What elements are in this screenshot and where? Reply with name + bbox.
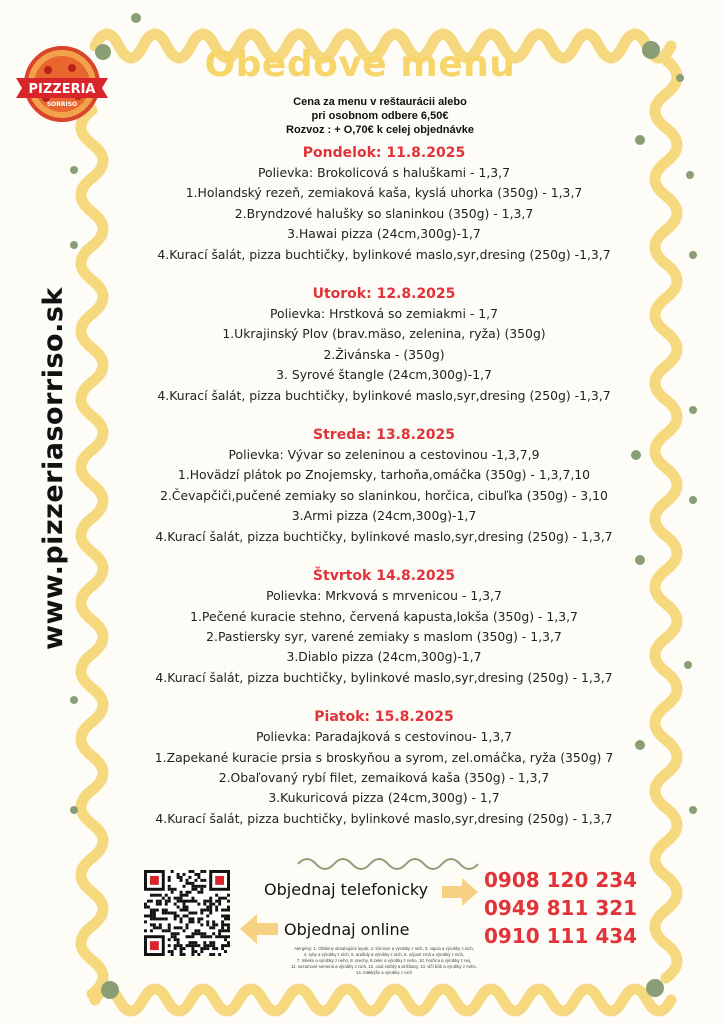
price-line: Cena za menu v reštaurácii alebo bbox=[293, 96, 467, 108]
meal-line: 4.Kurací šalát, pizza buchtičky, bylinkové maslo,syr,dresing (250g) - 1,3,7 bbox=[155, 669, 613, 685]
day-heading: Piatok: 15.8.2025 bbox=[314, 709, 454, 726]
meal-line: 4.Kurací šalát, pizza buchtičky, bylinkové maslo,syr,dresing (250g) -1,3,7 bbox=[157, 246, 611, 262]
day-heading: Utorok: 12.8.2025 bbox=[312, 286, 456, 303]
meal-line: 3.Kukuricová pizza (24cm,300g) - 1,7 bbox=[268, 790, 500, 806]
pizzeria-logo bbox=[14, 40, 110, 126]
qr-code[interactable] bbox=[144, 870, 230, 956]
soup-line: Polievka: Vývar so zeleninou a cestovinou -1,3,7,9 bbox=[228, 447, 540, 463]
day-heading: Pondelok: 11.8.2025 bbox=[302, 145, 466, 161]
meal-line: 1.Holandský rezeň, zemiaková kaša, kyslá uhorka (350g) - 1,3,7 bbox=[185, 185, 583, 201]
allergen-line: 7. mlieko a výrobky z neho, 8. orechy, 9.zeler a výrobky z neho, 10. horčica a výrobky z nej, bbox=[296, 958, 472, 963]
allergen-info bbox=[268, 946, 500, 976]
meal-line: 2.Živánska - (350g) bbox=[323, 346, 445, 362]
allergen-line: 14. mäkkýše a výrobky z nich bbox=[355, 970, 413, 975]
meal-line: 2.Obaľovaný rybí filet, zemaiková kaša (350g) - 1,3,7 bbox=[218, 769, 550, 785]
soup-line: Polievka: Hrstková so zemiakmi - 1,7 bbox=[270, 306, 498, 322]
order-phone-label: Objednaj telefonicky bbox=[264, 880, 429, 899]
day-monday bbox=[120, 144, 648, 265]
price-line: pri osobnom odbere 6,50€ bbox=[311, 110, 449, 122]
day-heading: Streda: 13.8.2025 bbox=[313, 427, 455, 444]
meal-line: 3.Armi pizza (24cm,300g)-1,7 bbox=[291, 508, 477, 524]
soup-line: Polievka: Brokolicová s haluškami - 1,3,7 bbox=[257, 165, 510, 180]
meal-line: 4.Kurací šalát, pizza buchtičky, bylinkové maslo,syr,dresing (250g) - 1,3,7 bbox=[155, 810, 613, 826]
allergen-line: 4. ryby a výrobky z nich, 5. arašidy a výrobky z nich, 6. sójové zrná a výrobky z nich, bbox=[303, 952, 465, 957]
phone-number[interactable]: 0910 111 434 bbox=[484, 924, 638, 948]
meal-line: 2.Bryndzové halušky so slaninkou (350g) - 1,3,7 bbox=[234, 205, 534, 221]
day-wednesday bbox=[120, 426, 648, 547]
allergen-line: 11. sezamové semená a výrobky z nich, 12. oxid siričitý a siričitany, 13. vlčí bôb a výrobky z neho, bbox=[291, 964, 477, 969]
website-url: www.pizzeriasorriso.sk bbox=[38, 287, 69, 650]
meal-line: 1.Zapekané kuracie prsia s broskyňou a syrom, zel.omáčka, ryža (350g) 7 bbox=[154, 749, 614, 765]
soup-line: Polievka: Mrkvová s mrvenicou - 1,3,7 bbox=[266, 588, 502, 604]
arrow-left-icon bbox=[240, 914, 278, 944]
meal-line: 1.Ukrajinský Plov (brav.mäso, zelenina, ryža) (350g) bbox=[222, 326, 546, 342]
meal-line: 3. Syrové štangle (24cm,300g)-1,7 bbox=[276, 367, 492, 383]
soup-line: Polievka: Paradajková s cestovinou- 1,3,7 bbox=[255, 729, 513, 745]
day-heading: Štvrtok 14.8.2025 bbox=[312, 568, 456, 585]
phone-number[interactable]: 0908 120 234 bbox=[484, 868, 638, 892]
meal-line: 2.Čevapčiči,pučené zemiaky so slaninkou, horčica, cibuľka (350g) - 3,10 bbox=[160, 487, 608, 503]
separator-wave bbox=[298, 859, 478, 869]
meal-line: 1.Pečené kuracie stehno, červená kapusta,lokša (350g) - 1,3,7 bbox=[190, 608, 578, 624]
meal-line: 4.Kurací šalát, pizza buchtičky, bylinkové maslo,syr,dresing (250g) - 1,3,7 bbox=[155, 528, 613, 544]
meal-line: 4.Kurací šalát, pizza buchtičky, bylinkové maslo,syr,dresing (250g) -1,3,7 bbox=[157, 387, 611, 403]
order-online-label: Objednaj online bbox=[284, 920, 410, 939]
allergen-line: Alergény: 1. Obilniny obsahujúce lepok, 2. kôrovce a výrobky z nich, 3. vajcia a výrobky z nich, bbox=[294, 946, 474, 951]
arrow-right-icon bbox=[442, 878, 478, 906]
day-thursday bbox=[120, 567, 648, 688]
meal-line: 2.Pastiersky syr, varené zemiaky s maslom (350g) - 1,3,7 bbox=[206, 628, 562, 644]
price-line: Rozvoz : + O,70€ k celej objednávke bbox=[286, 124, 474, 136]
page-title: Obedové menu bbox=[204, 44, 516, 85]
meal-line: 1.Hovädzí plátok po Znojemsky, tarhoňa,omáčka (350g) - 1,3,7,10 bbox=[177, 467, 591, 483]
price-info bbox=[230, 95, 530, 137]
day-tuesday bbox=[120, 285, 648, 406]
phone-number[interactable]: 0949 811 321 bbox=[484, 896, 638, 920]
meal-line: 3.Diablo pizza (24cm,300g)-1,7 bbox=[286, 649, 482, 665]
phone-numbers bbox=[484, 866, 637, 950]
day-friday bbox=[120, 708, 648, 829]
logo-sub: SORRISO bbox=[46, 101, 78, 108]
logo-text: PIZZERIA bbox=[28, 82, 96, 97]
meal-line: 3.Hawai pizza (24cm,300g)-1,7 bbox=[287, 226, 481, 242]
weekly-menu bbox=[120, 144, 648, 849]
